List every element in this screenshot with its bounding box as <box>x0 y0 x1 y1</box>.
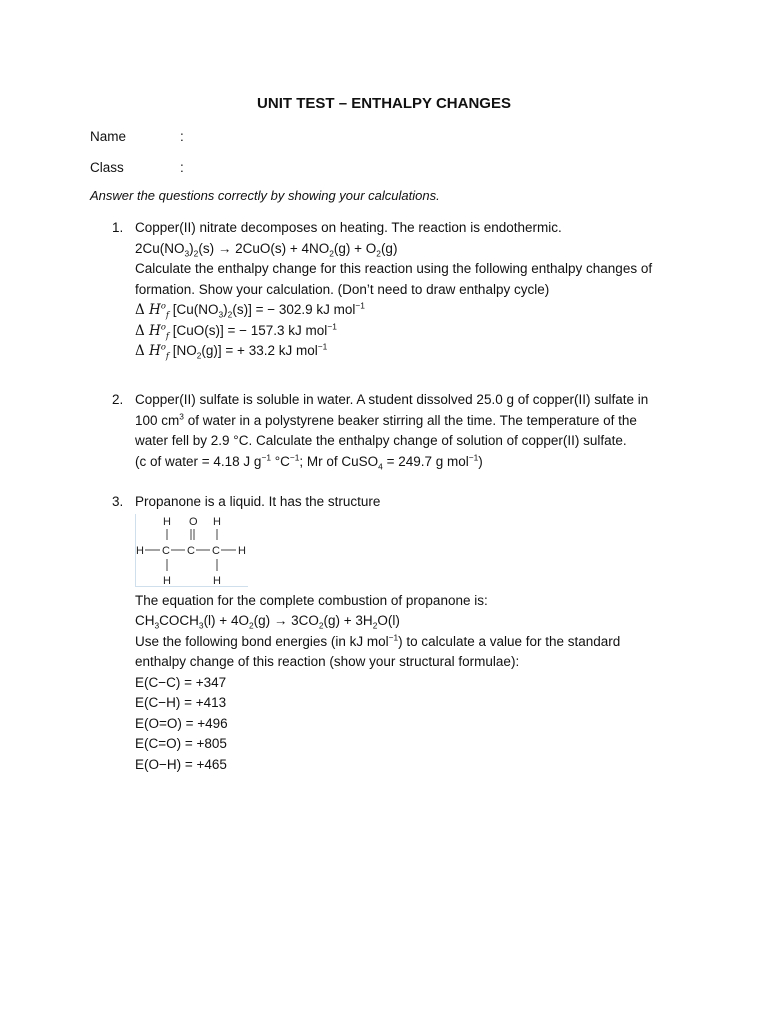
reaction-equation: $CH_3COCH_3(l) + 4O_2(g) \to 3CO_2(g) + 3H_2O(l)$ <box>135 613 400 631</box>
enthalpy-symbol: Δ $H^o_f$ <box>135 300 169 320</box>
question-text: formation. Show your calculation. (Don’t need to draw enthalpy cycle) <box>135 281 550 297</box>
question-text: The equation for the complete combustion of propanone is: <box>135 592 488 608</box>
structure-atom: H <box>136 544 144 557</box>
question-body <box>135 218 675 362</box>
name-field <box>90 129 184 144</box>
question-text: 100 $cm^3$ of water in a polystyrene beaker stirring all the time. The temperature of the <box>135 411 637 428</box>
structure-atom: C <box>162 544 170 557</box>
reaction-equation: $2Cu(NO_3)_2(s) \to 2CuO(s) + 4NO_2(g) + O_2(g)$ <box>135 240 398 259</box>
question-data: (c of water = 4.18 J $g^{-1}$ $^\circ C^{-1}$; Mr of CuSO$_4$ = 249.7 g mol$^{-1}$) <box>135 452 483 472</box>
instruction-text: Answer the questions correctly by showing your calculations. <box>90 188 440 203</box>
structure-atom: H <box>213 574 221 587</box>
class-label: Class <box>90 160 124 175</box>
structure-atom: C <box>212 544 220 557</box>
question-text: Use the following bond energies (in kJ mol$^{-1}$) to calculate a value for the standard <box>135 632 621 649</box>
question-body <box>135 492 675 775</box>
question-number: 1. <box>112 220 124 235</box>
bond-energy: E(O=O) = +496 <box>135 715 228 731</box>
question-text: Copper(II) sulfate is soluble in water. A student dissolved 25.0 g of copper(II) sulfate in <box>135 392 649 407</box>
bond-energy: E(C−H) = +413 <box>135 695 227 710</box>
structure-atom: H <box>163 574 171 587</box>
question-number: 3. <box>112 494 124 509</box>
structure-atom: H <box>238 544 246 557</box>
structure-atom: C <box>187 544 195 557</box>
enthalpy-data: Δ $H^o_f$ [CuO(s)] = − 157.3 kJ mol$^{-1}$ <box>135 321 337 341</box>
structure-atom: H <box>163 515 171 528</box>
question-body <box>135 390 675 472</box>
question-number: 2. <box>112 392 124 407</box>
bond-energy: E(O−H) = +465 <box>135 756 227 772</box>
name-label: Name <box>90 129 127 144</box>
enthalpy-symbol: Δ $H^o_f$ <box>135 341 169 361</box>
question-text: enthalpy change of this reaction (show your structural formulae): <box>135 654 520 669</box>
class-colon: : <box>180 160 184 175</box>
enthalpy-data: Δ $H^o_f$ $[NO_2(g)]$ = + 33.2 kJ mol$^{-1}$ <box>135 341 328 361</box>
propanone-structure <box>135 514 248 587</box>
bond-energy: E(C=O) = +805 <box>135 736 227 751</box>
structure-atom: O <box>189 515 198 528</box>
question-text: Copper(II) nitrate decomposes on heating. The reaction is endothermic. <box>135 220 562 235</box>
enthalpy-symbol: Δ $H^o_f$ <box>135 321 169 341</box>
class-field <box>90 160 184 175</box>
bond-energy: E(C−C) = +347 <box>135 674 227 690</box>
question-text: Propanone is a liquid. It has the structure <box>135 494 381 509</box>
page-title: UNIT TEST – ENTHALPY CHANGES <box>257 95 511 112</box>
question-text: Calculate the enthalpy change for this reaction using the following enthalpy changes of <box>135 261 653 276</box>
question-text: water fell by 2.9 °C. Calculate the enthalpy change of solution of copper(II) sulfate. <box>135 433 627 448</box>
name-colon: : <box>180 129 184 144</box>
structure-atom: H <box>213 515 221 528</box>
enthalpy-data: Δ $H^o_f$ $[Cu(NO_3)_2(s)]$ = − 302.9 kJ mol$^{-1}$ <box>135 300 365 320</box>
